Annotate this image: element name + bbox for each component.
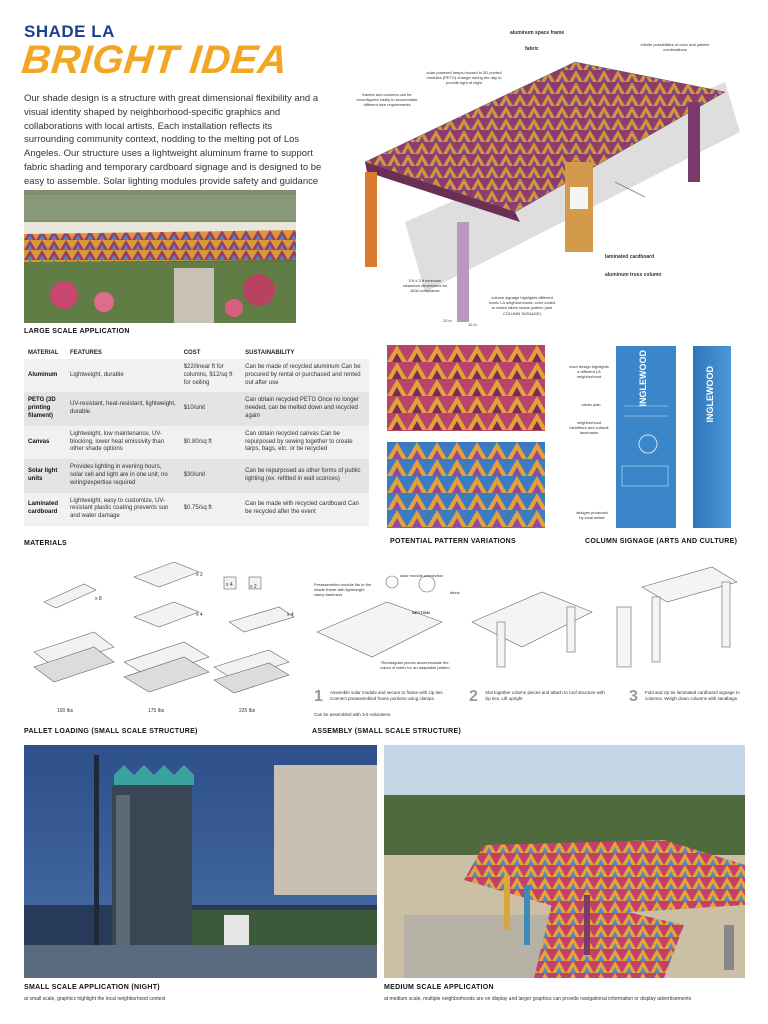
material-cost: $22/linear ft for columns, $12/sq ft for ceiling [180,359,241,392]
material-name: Solar light units [24,459,66,492]
signage-note-artists: designs produced by local artists [576,510,608,521]
column-header: MATERIAL [24,347,66,359]
kicker-title: SHADE LA [24,22,115,41]
material-name: PETG (3D printing filament) [24,392,66,425]
material-name: Laminated cardboard [24,493,66,526]
annotation-solar: solar powered lamps housed in 3D printed modules (PETG) change during the day to provide light at night [426,70,502,86]
annotation-space-frame: aluminum space frame [510,30,565,36]
section-label-night: SMALL SCALE APPLICATION (NIGHT) [24,984,160,991]
section-label-medium: MEDIUM SCALE APPLICATION [384,984,494,991]
assembly-step-text: Fold and zip tie laminated cardboard signage to columns. Weigh down columns with sandbags. [645,690,740,702]
material-cost: $10/unit [180,392,241,425]
dimension-a: 12 in [443,318,452,323]
table-row [24,426,369,459]
assembly-volunteers: Can be assembled with 3-5 volunteers [314,712,391,717]
section-label-materials: MATERIALS [24,540,68,547]
large-scale-photo [24,190,296,323]
pallet-weight: 100 lbs [57,708,74,714]
intro-paragraph: Our shade design is a structure with great dimensional flexibility and a visual identity shaped by neighborhood-specific graphics and collaborations with local artists. Each installation reflects its surrounding community context, nodding to the melting pot of Los Angeles. Our structure uses a lightweight aluminum frame to support fabric shading and temporary cardboard signage and is designed to be easy to assemble. Solar lighting modules provide safety and guidance [24,93,322,187]
annotation-cardboard: laminated cardboard [605,254,655,260]
assembly-step-number: 2 [469,688,478,705]
material-name: Canvas [24,426,66,459]
material-features: Lightweight, low maintenance, UV-blocking, lower heat emissivity than other shade options [66,426,180,459]
material-sustainability: Can be repurposed as other forms of public lighting (ex. refitted in wall sconces) [241,459,369,492]
pallet-count: x 8 [95,596,102,602]
medium-scale-photo [384,745,745,978]
section-label-pallet: PALLET LOADING (SMALL SCALE STRUCTURE) [24,728,198,735]
pallet-weight: 175 lbs [148,708,165,714]
headline: BRIGHT IDEA [19,38,290,82]
assembly-note-left: Preassembled module fits to the shade frame with lightweight clamp fasteners [314,582,372,598]
pattern-variation-cool [387,442,545,528]
material-cost: $30/unit [180,459,241,492]
annotation-clearance: 3 ft x 3 ft minimum clearance dimensions for ADA compliance [402,278,448,294]
column-header: COST [180,347,241,359]
dimension-b: 12 in [468,322,477,327]
column-header: SUSTAINABILITY [241,347,369,359]
signage-panel-flat [616,346,676,528]
table-row [24,392,369,425]
pallet-weight: 225 lbs [239,708,256,714]
medium-caption: at medium scale, multiple neighborhoods are on display and larger graphics can provide navigational information or display advertisements [384,996,692,1002]
table-row [24,459,369,492]
signage-note-landmarks: neighborhood identifiers and cultural landmarks [569,420,609,436]
annotation-truss: aluminum truss column [605,272,662,278]
section-label-assembly: ASSEMBLY (SMALL SCALE STRUCTURE) [312,728,462,735]
material-cost: $0.75/sq ft [180,493,241,526]
table-row [24,493,369,526]
material-name: Aluminum [24,359,66,392]
pallet-diagram [24,562,304,702]
night-caption: at small scale, graphics highlight the local neighborhood context [24,996,166,1002]
small-scale-night-photo [24,745,377,978]
assembly-solar-connection: solar module connection [400,573,444,578]
signage-column-3d [693,346,731,528]
annotation-fabric: fabric [525,46,539,52]
pallet-count: x 2 [196,572,203,578]
assembly-note-fabric: fabric [450,590,460,595]
assembly-step-number: 1 [314,688,323,705]
pallet-count: x 4 [226,582,233,588]
section-label-patterns: POTENTIAL PATTERN VARIATIONS [390,538,516,545]
assembly-diagram [312,562,742,682]
material-features: Lightweight, durable [66,359,180,392]
table-header-row [24,347,369,359]
material-sustainability: Can obtain recycled canvas Can be repurposed by sewing together to create tarps, bags, etc. or be recycled [241,426,369,459]
material-cost: $0.80/sq ft [180,426,241,459]
section-label-large-scale: LARGE SCALE APPLICATION [24,328,130,335]
pallet-count: x 4 [287,612,294,618]
assembly-step-text: Slot together column pieces and attach to roof structure with zip ties. Lift upright [485,690,605,702]
pattern-variation-warm [387,345,545,431]
annotation-signage: column signage highlights different iconic LA neighborhoods; color coded to match fabric shade pattern (see COLUMN SIGNAGE) [488,295,556,316]
assembly-step-number: 3 [629,688,638,705]
material-features: UV-resistant, heat-resistant, lightweight, durable [66,392,180,425]
assembly-step-text: Assemble solar module and secure to frame with zip ties. Connect preassembled frame portions using clamps. [330,690,444,702]
table-row [24,359,369,392]
material-sustainability: Can obtain recycled PETG Once no longer needed, can be melted down and recycled again [241,392,369,425]
signage-word: INGLEWOOD [705,366,715,423]
materials-table [24,347,369,526]
column-header: FEATURES [66,347,180,359]
signage-note-neighborhood: each design highlights a different LA neighborhood [569,364,609,380]
material-features: Lightweight, easy to customize, UV-resistant plastic coating prevents sun and water damage [66,493,180,526]
material-sustainability: Can be made with recycled cardboard Can be recycled after the event [241,493,369,526]
pallet-count: x 4 [196,612,203,618]
assembly-note-diff: Rectangular pieces accommodate the colors of fabric for an adaptable pattern [380,660,450,671]
material-sustainability: Can be made of recycled aluminum Can be procured by rental or purchased and rented out after use [241,359,369,392]
annotation-infinite: infinite possibilities of color and pattern combinations [640,42,710,53]
material-features: Provides lighting in evening hours, solar cell and light are in one unit; no wiring/expertise required [66,459,180,492]
signage-word: INGLEWOOD [638,350,648,407]
assembly-note-section: SECTION [412,610,430,615]
signage-note-urban: urban plan [581,402,601,407]
annotation-frames: frames and columns can be reconfigured easily to accomodate different size requirements [356,92,418,108]
pallet-count: x 2 [250,584,257,590]
section-label-signage: COLUMN SIGNAGE (ARTS AND CULTURE) [585,538,738,545]
